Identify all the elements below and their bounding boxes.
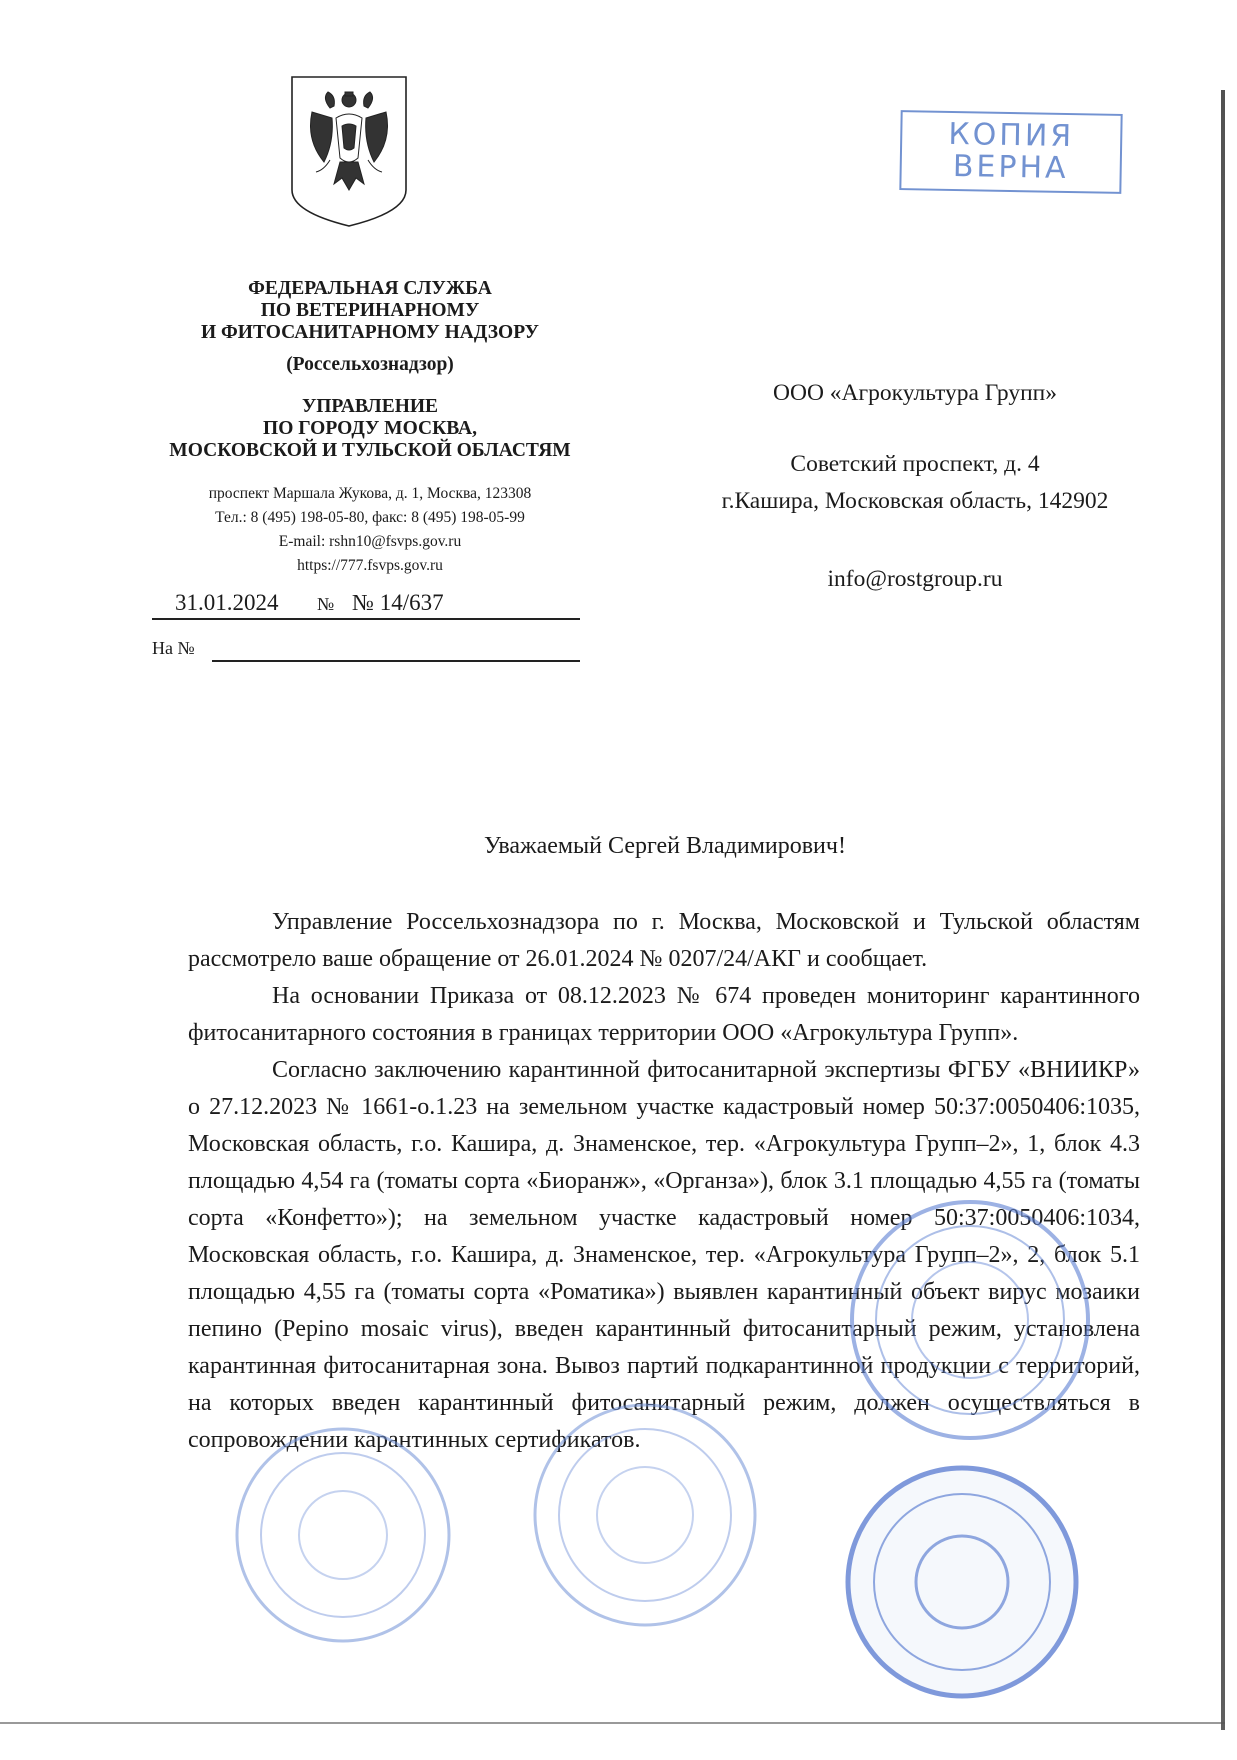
sender-address: проспект Маршала Жукова, д. 1, Москва, 123308 [208, 485, 532, 502]
recipient-email: info@rostgroup.ru [827, 566, 1003, 592]
sender-email: E-mail: rshn10@fsvps.gov.ru [278, 533, 462, 550]
stamp-line2: ВЕРНА [952, 148, 1069, 187]
company-seal-right [840, 1190, 1100, 1450]
sender-contacts [140, 482, 600, 578]
company-seal-bottom-right [840, 1460, 1085, 1705]
sender-org-short: (Россельхознадзор) [286, 354, 454, 375]
copy-verified-stamp [899, 110, 1122, 194]
dept-line3: МОСКОВСКОЙ И ТУЛЬСКОЙ ОБЛАСТЯМ [169, 440, 571, 461]
org-line2: ПО ВЕТЕРИНАРНОМУ [260, 300, 480, 321]
recipient-street: Советский проспект, д. 4 [790, 451, 1040, 477]
reply-label: На № [152, 638, 195, 658]
dept-line2: ПО ГОРОДУ МОСКВА, [263, 418, 477, 439]
registration-underline [152, 618, 580, 620]
sender-org-name [140, 278, 600, 344]
letter-date: 31.01.2024 [175, 590, 279, 615]
dept-line1: УПРАВЛЕНИЕ [301, 396, 439, 417]
scan-edge-bottom [0, 1722, 1225, 1724]
salutation: Уважаемый Сергей Владимирович! [484, 833, 846, 859]
paragraph-3: Согласно заключению карантинной фитосанитарной экспертизы ФГБУ «ВНИИКР» о 27.12.2023 № 1661-о.1.23 на земельном участке кадастровый номер 50:37:0050406:1035, Московская область, г.о. Кашира, д. Знаменское, тер. «Агрокультура Групп–2», 1, блок 4.3 площадью 4,54 га (томаты сорта «Биоранж», «Органза»), блок 3.1 площадью 4,55 га (томаты сорта «Конфетто»); на земельном участке кадастровый номер 50:37:0050406:1034, Московская область, г.о. Кашира, д. Знаменское, тер. «Агрокультура Групп–2», 2, блок 5.1 площадью 4,55 га (томаты сорта «Роматика») выявлен карантинный объект вирус мозаики пепино (Pepino mosaic virus), введен карантинный фитосанитарный режим, установлена карантинная фитосанитарная зона. Вывоз партий подкарантинной продукции с территорий, на которых введен карантинный фитосанитарный режим, должен осуществляться в сопровождении карантинных сертификатов. [188, 1057, 1140, 1453]
reply-line [152, 638, 580, 664]
stamp-line1: КОПИЯ [948, 116, 1075, 155]
scan-edge-right [1221, 90, 1225, 1730]
org-line1: ФЕДЕРАЛЬНАЯ СЛУЖБА [248, 278, 492, 299]
recipient-company: ООО «Агрокультура Групп» [773, 380, 1057, 406]
recipient-city: г.Кашира, Московская область, 142902 [721, 488, 1109, 514]
registration-line [152, 590, 580, 620]
letter-number: № 14/637 [352, 590, 444, 615]
sender-department [140, 396, 600, 462]
org-line3: И ФИТОСАНИТАРНОМУ НАДЗОРУ [201, 322, 539, 343]
paragraph-1: Управление Россельхознадзора по г. Москва, Московской и Тульской областям рассмотрело ваше обращение от 26.01.2024 № 0207/24/АКГ и сообщает. [188, 909, 1140, 972]
company-seal-left [228, 1420, 458, 1650]
sender-site: https://777.fsvps.gov.ru [297, 557, 443, 574]
reply-underline [212, 660, 580, 662]
sender-phone: Тел.: 8 (495) 198-05-80, факс: 8 (495) 198-05-99 [215, 509, 525, 526]
number-label: № [317, 594, 335, 614]
company-seal-center [525, 1395, 765, 1635]
paragraph-2: На основании Приказа от 08.12.2023 № 674 проведен мониторинг карантинного фитосанитарного состояния в границах территории ООО «Агрокультура Групп». [188, 983, 1140, 1046]
